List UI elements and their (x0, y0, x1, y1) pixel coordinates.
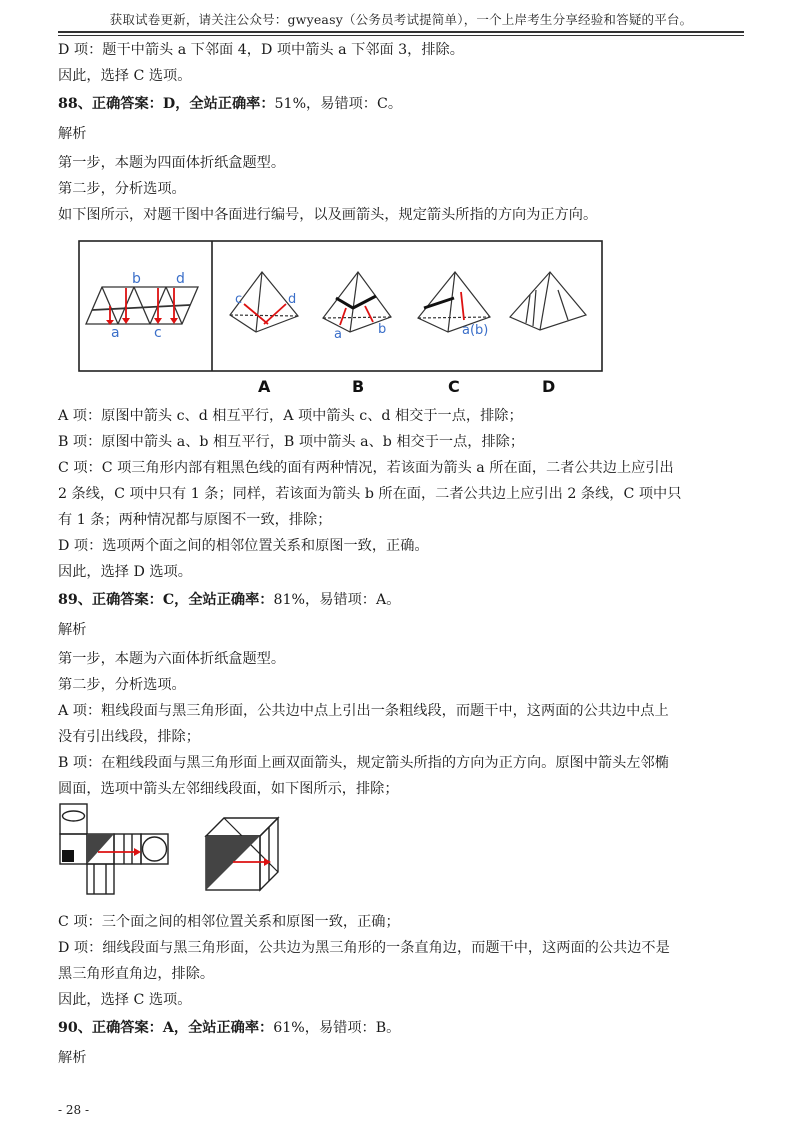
page-number: - 28 - (58, 1103, 90, 1117)
header-rule-thin (58, 35, 744, 36)
q89-heading (58, 590, 400, 610)
cube-figure (58, 800, 298, 900)
option-letter-a: A (258, 377, 271, 396)
option-c-arrow (461, 292, 464, 320)
text-line: B 项：原图中箭头 a、b 相互平行，B 项中箭头 a、b 相交于一点，排除； (58, 434, 525, 450)
page-header: 获取试卷更新，请关注公众号：gwyeasy（公务员考试提简单），一个上岸考生分享经验和答疑的平台。 (109, 12, 693, 27)
q88-rate-label: ，全站正确率： (175, 96, 275, 112)
q88-rate: 51%，易错项：C。 (274, 96, 403, 112)
option-letters (258, 377, 555, 396)
text-line: 有 1 条；两种情况都与原图不一致，排除； (58, 512, 332, 528)
net-label-c: c (154, 325, 162, 341)
analysis-label: 解析 (58, 126, 87, 142)
q90-heading (58, 1018, 400, 1038)
text-line: 因此，选择 C 选项。 (58, 992, 192, 1008)
option-d-drawing (510, 272, 586, 330)
q90-answer: A (162, 1020, 174, 1036)
option-letter-d: D (542, 377, 556, 396)
text-line: 第一步，本题为六面体折纸盒题型。 (58, 651, 286, 667)
net-label-b: b (132, 271, 141, 287)
text-line: C 项：三个面之间的相邻位置关系和原图一致，正确； (58, 914, 400, 930)
analysis-label: 解析 (58, 622, 87, 638)
text-line: 因此，选择 D 选项。 (58, 564, 192, 580)
text-line: A 项：原图中箭头 c、d 相互平行，A 项中箭头 c、d 相交于一点，排除； (58, 408, 523, 424)
text-line: D 项：选项两个面之间的相邻位置关系和原图一致，正确。 (58, 538, 429, 554)
cube-net-drawing (60, 804, 168, 894)
option-a-arrows (244, 304, 286, 324)
tetrahedron-figure (78, 240, 604, 400)
option-b-arrows (340, 306, 373, 325)
text-line: D 项：细线段面与黑三角形面，公共边为黑三角形的一条直角边，而题干中，这两面的公共边不是 (58, 940, 670, 956)
text-line: 如下图所示，对题干图中各面进行编号，以及画箭头，规定箭头所指的方向为正方向。 (58, 207, 598, 223)
text-line: 黑三角形直角边，排除。 (58, 966, 215, 982)
text-line: 第一步，本题为四面体折纸盒题型。 (58, 155, 286, 171)
option-b-label-a: a (334, 327, 342, 342)
q88-heading (58, 94, 402, 114)
text-line: D 项：题干中箭头 a 下邻面 4，D 项中箭头 a 下邻面 3，排除。 (58, 42, 464, 58)
header-rule-thick (58, 31, 744, 33)
q90-number: 90、正确答案： (58, 1020, 163, 1036)
option-letter-c: C (448, 377, 460, 396)
analysis-label: 解析 (58, 1050, 87, 1066)
q89-answer: C (162, 592, 175, 608)
option-c-label: a(b) (462, 323, 489, 338)
text-line: B 项：在粗线段面与黑三角形面上画双面箭头，规定箭头所指的方向为正方向。原图中箭头左邻椭 (58, 755, 669, 771)
q88-number: 88、正确答案： (58, 96, 163, 112)
net-label-d: d (176, 271, 185, 287)
q89-number: 89、正确答案： (58, 592, 163, 608)
option-b-label-b: b (378, 322, 387, 337)
text-line: 2 条线，C 项中只有 1 条；同样，若该面为箭头 b 所在面，二者公共边上应引出 2 条线，C 项中只 (58, 486, 682, 502)
text-line: 第二步，分析选项。 (58, 677, 186, 693)
text-line: 圆面，选项中箭头左邻细线段面，如下图所示，排除； (58, 781, 399, 797)
q90-rate-label: ，全站正确率： (173, 1020, 274, 1036)
text-line: A 项：粗线段面与黑三角形面，公共边中点上引出一条粗线段，而题干中，这两面的公共边中点上 (58, 703, 669, 719)
q89-rate-label: ，全站正确率： (174, 592, 274, 608)
option-a-label-d: d (288, 292, 297, 307)
text-line: 因此，选择 C 选项。 (58, 68, 192, 84)
text-line: C 项：C 项三角形内部有粗黑色线的面有两种情况，若该面为箭头 a 所在面，二者公共边上应引出 (58, 460, 674, 476)
q90-rate: 61%，易错项：B。 (273, 1020, 401, 1036)
text-line: 第二步，分析选项。 (58, 181, 186, 197)
q89-rate: 81%，易错项：A。 (273, 592, 401, 608)
option-a-label-c: c (235, 292, 243, 307)
net-drawing (86, 287, 198, 324)
q88-answer: D (162, 96, 176, 112)
net-label-a: a (111, 325, 120, 341)
option-letter-b: B (352, 377, 365, 396)
text-line: 没有引出线段，排除； (58, 729, 200, 745)
